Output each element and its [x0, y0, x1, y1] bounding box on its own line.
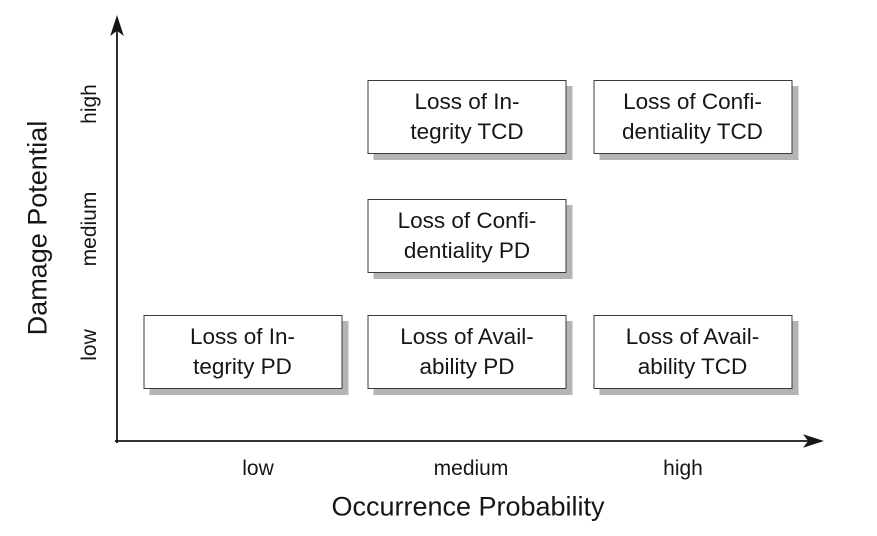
box-label-line: dentiality PD	[403, 237, 531, 263]
x-tick-medium: medium	[433, 457, 509, 480]
x-tick-high: high	[663, 457, 703, 480]
box-label-line: Loss of Confi-	[623, 88, 762, 114]
box-loss-of-confidentiality-tcd	[593, 80, 792, 154]
box-label-line: Loss of In-	[189, 324, 296, 349]
box-loss-of-availability-pd	[368, 315, 567, 389]
box-label-line: ability TCD	[637, 354, 748, 379]
x-axis-title: Occurrence Probability	[331, 491, 605, 522]
y-axis-title: Damage Potential	[22, 120, 53, 336]
y-tick-high: high	[78, 84, 101, 124]
x-tick-low: low	[242, 457, 274, 480]
box-loss-of-confidentiality-pd	[368, 199, 567, 273]
box-label-line: Loss of In-	[414, 88, 520, 114]
box-label-line: Loss of Confi-	[397, 207, 537, 233]
box-label-line: Loss of Avail-	[400, 324, 534, 349]
box-loss-of-availability-tcd	[593, 315, 792, 389]
box-loss-of-integrity-pd	[143, 315, 342, 389]
box-label-line: tegrity PD	[193, 354, 292, 379]
y-tick-medium: medium	[78, 191, 101, 267]
box-label-line: dentiality TCD	[622, 118, 763, 144]
box-label-line: tegrity TCD	[410, 118, 524, 144]
box-label-line: Loss of Avail-	[625, 324, 760, 349]
box-label-line: ability PD	[419, 354, 515, 379]
y-tick-low: low	[78, 329, 101, 361]
box-loss-of-integrity-tcd	[368, 80, 567, 154]
